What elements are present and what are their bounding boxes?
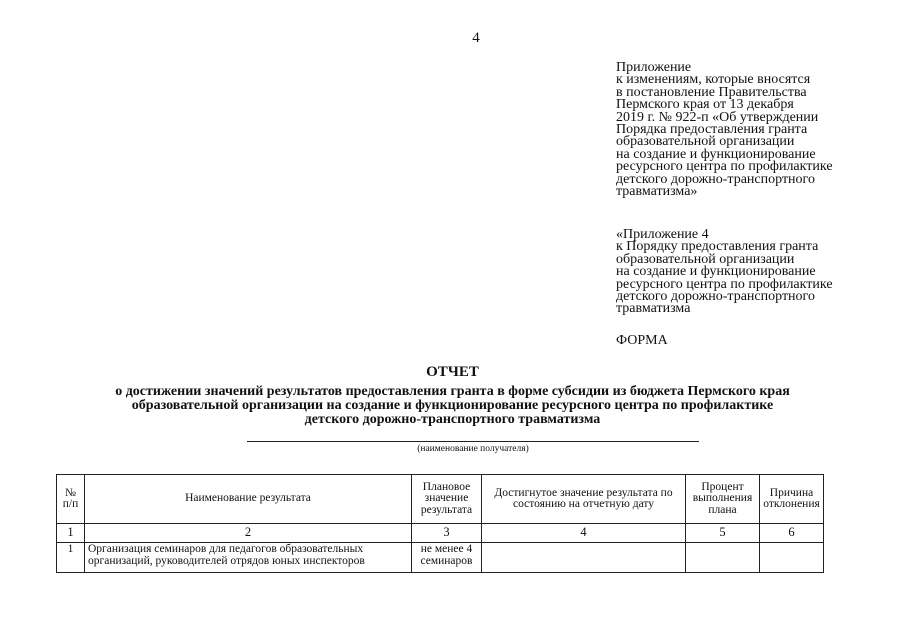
appendix-line: 2019 г. № 922-п «Об утверждении bbox=[616, 109, 819, 125]
results-table bbox=[56, 474, 824, 573]
row-number: 1 bbox=[57, 543, 85, 573]
recipient-caption: (наименование получателя) bbox=[417, 444, 529, 454]
header-number: № п/п bbox=[57, 475, 85, 524]
column-number: 5 bbox=[686, 524, 760, 543]
appendix-line: ресурсного центра по профилактике bbox=[616, 159, 833, 175]
appendix-line: Пермского края от 13 декабря bbox=[616, 97, 794, 113]
header-planned-value: Плановое значение результата bbox=[412, 475, 482, 524]
column-number: 6 bbox=[760, 524, 824, 543]
column-number: 1 bbox=[57, 524, 85, 543]
appendix-line: ресурсного центра по профилактике bbox=[616, 276, 833, 292]
appendix-line: на создание и функционирование bbox=[616, 146, 816, 162]
subtitle-line: образовательной организации на создание и функционирование ресурсного центра по профилактике bbox=[131, 398, 774, 413]
report-subtitle bbox=[60, 385, 845, 427]
appendix-line: детского дорожно-транспортного bbox=[616, 171, 815, 187]
appendix-line: травматизма» bbox=[616, 184, 698, 200]
page-number: 4 bbox=[472, 30, 480, 46]
recipient-name-line bbox=[247, 441, 699, 442]
deviation-reason-cell[interactable] bbox=[760, 543, 824, 573]
column-number-row bbox=[57, 524, 824, 543]
subtitle-line: о достижении значений результатов предоставления гранта в форме субсидии из бюджета Пермского края bbox=[115, 384, 790, 399]
appendix-line: образовательной организации bbox=[616, 251, 795, 267]
achieved-value-cell[interactable] bbox=[482, 543, 686, 573]
table-header-row bbox=[57, 475, 824, 524]
header-result-name: Наименование результата bbox=[85, 475, 412, 524]
appendix-line: к изменениям, которые вносятся bbox=[616, 72, 811, 88]
appendix-line: детского дорожно-транспортного bbox=[616, 289, 815, 305]
form-label: ФОРМА bbox=[616, 333, 668, 348]
appendix-line: на создание и функционирование bbox=[616, 264, 816, 280]
appendix-line: Порядка предоставления гранта bbox=[616, 122, 808, 138]
column-number: 4 bbox=[482, 524, 686, 543]
appendix-line: образовательной организации bbox=[616, 134, 795, 150]
appendix-line: Приложение bbox=[616, 60, 692, 75]
appendix-header-block bbox=[616, 62, 896, 198]
column-number: 2 bbox=[85, 524, 412, 543]
table-row bbox=[57, 543, 824, 573]
appendix-line: «Приложение 4 bbox=[616, 227, 709, 242]
appendix-4-header-block bbox=[616, 229, 896, 316]
appendix-line: травматизма bbox=[616, 301, 691, 317]
appendix-line: к Порядку предоставления гранта bbox=[616, 239, 819, 255]
header-completion-percent: Процент выполнения плана bbox=[686, 475, 760, 524]
report-title: ОТЧЕТ bbox=[426, 364, 479, 380]
subtitle-line: детского дорожно-транспортного травматизма bbox=[304, 412, 601, 427]
header-deviation-reason: Причина отклонения bbox=[760, 475, 824, 524]
planned-value-cell: не менее 4 семинаров bbox=[412, 543, 482, 573]
header-achieved-value: Достигнутое значение результата по состоянию на отчетную дату bbox=[482, 475, 686, 524]
appendix-line: в постановление Правительства bbox=[616, 84, 807, 100]
result-name-cell: Организация семинаров для педагогов образовательных организаций, руководителей отрядов юных инспекторов bbox=[85, 543, 412, 573]
completion-percent-cell[interactable] bbox=[686, 543, 760, 573]
column-number: 3 bbox=[412, 524, 482, 543]
